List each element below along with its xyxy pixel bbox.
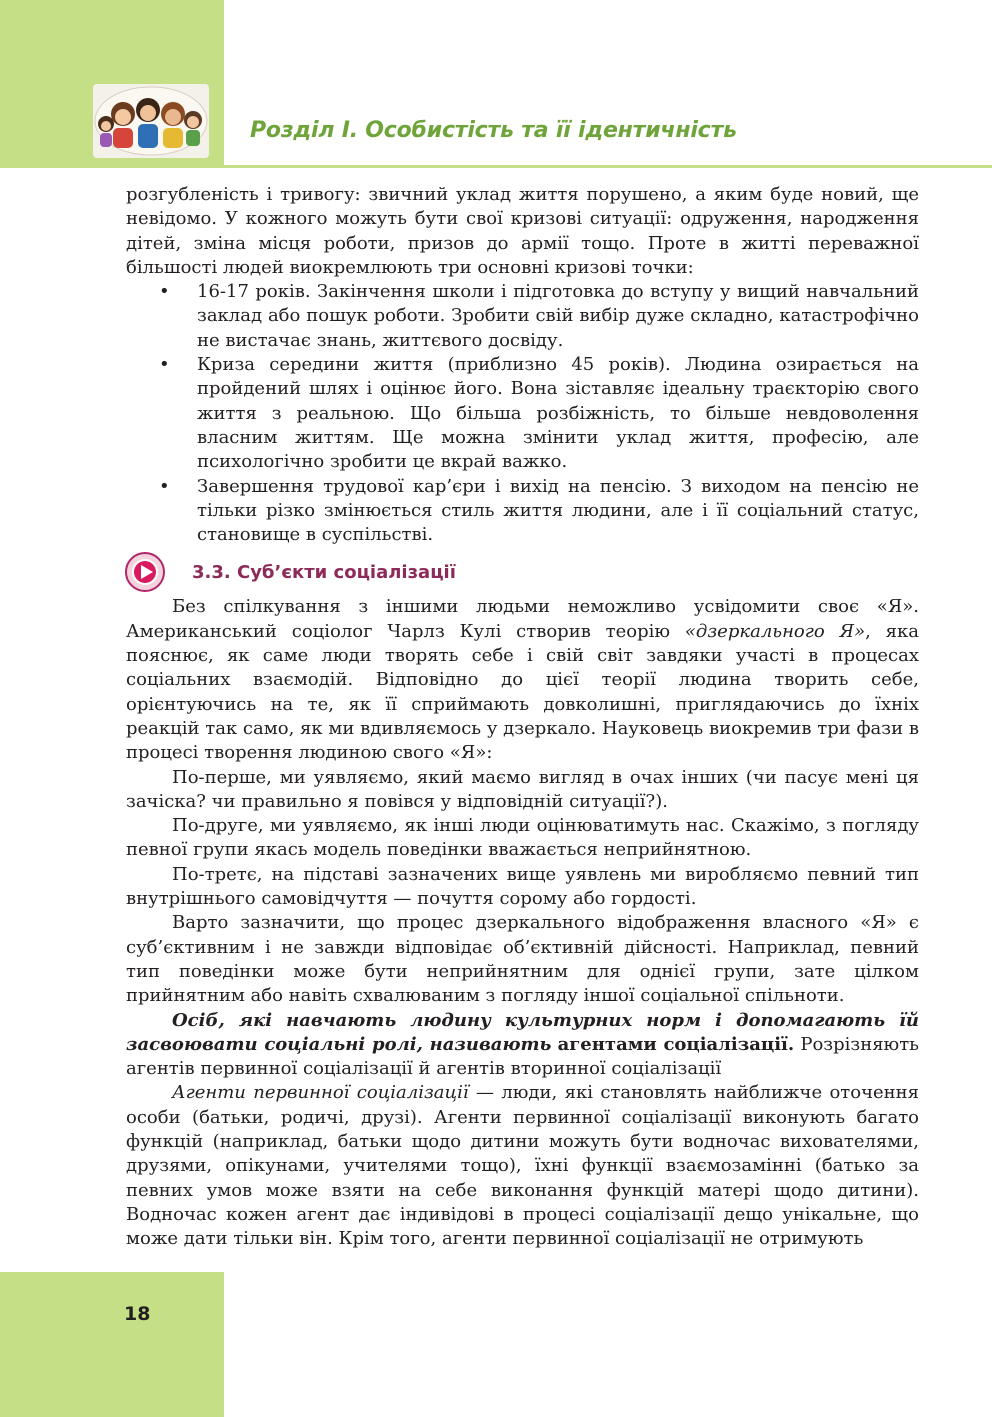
intro-paragraph: розгубленість і тривогу: звичний уклад життя порушено, а яким буде новий, ще невідомо. У кожного можуть бути свої кризові ситуації: одруження, народження дітей, зміна місця роботи, призов до армії тощо. Проте в житті переважної більшості людей виокремлюють три основні кризові точки:	[126, 184, 919, 278]
term-primary-agents: Агенти первинної соціалізації	[172, 1082, 469, 1104]
chapter-logo-image	[93, 84, 209, 158]
main-text	[126, 183, 919, 1251]
play-icon	[124, 551, 166, 593]
list-item: • 16-17 років. Закінчення школи і підготовка до вступу у вищий навчальний заклад або пошук роботи. Зробити свій вибір дуже складно, катастрофічно не вистачає знань, життєвого досвіду.	[126, 280, 919, 353]
text-span: , яка пояснює, як саме люди творять себе і свій світ завдяки участі в процесах соціальних взаємодій. Відповідно до цієї теорії людина творить себе, орієнтуючись на те, як її сприймають довколишні, приглядаючись до їхніх реакцій так само, як ми вдивляємось у дзеркало. Науковець виокремив три фази в процесі творення людиною свого «Я»:	[126, 620, 919, 764]
list-item: • Криза середини життя (приблизно 45 років). Людина озирається на пройдений шлях і оцінює його. Вона зіставляє ідеальну траєкторію свого життя з реальною. Що більша розбіжність, то більше невдоволення власним життям. Ще можна змінити уклад життя, професію, але психологічно зробити це вкрай важко.	[126, 353, 919, 474]
paragraph: Варто зазначити, що процес дзеркального відображення власного «Я» є суб’єктивним і не завжди відповідає об’єктивній дійсності. Наприклад, певний тип поведінки може бути неприйнятним для однієї групи, зате цілком прийнятним або навіть схвалюваним з погляду іншої соціальної спільноти.	[126, 912, 919, 1007]
definition-paragraph	[126, 1009, 919, 1082]
section-title: 3.3. Суб’єкти соціалізації	[192, 562, 456, 584]
crisis-points-list	[126, 280, 919, 547]
term-mirror-self: «дзеркального Я»	[684, 620, 866, 642]
list-item: • Завершення трудової кар’єри і вихід на пенсію. З виходом на пенсію не тільки різко змінюється стиль життя людини, але і її соціальний статус, становище в суспільстві.	[126, 475, 919, 548]
paragraph	[126, 595, 919, 765]
chapter-title: Розділ І. Особистість та її ідентичність	[250, 118, 737, 143]
paragraph: По-перше, ми уявляємо, який маємо вигляд в очах інших (чи пасує мені ця зачіска? чи правильно я повівся у відповідній ситуації?).	[126, 766, 919, 812]
text-span: Розрізняють агентів первинної соціалізації й агентів вторинної соціалізації	[126, 1033, 919, 1080]
page-number: 18	[124, 1303, 151, 1325]
footer-green-band	[0, 1272, 224, 1417]
header-divider	[224, 165, 992, 168]
paragraph: По-третє, на підставі зазначених вище уявлень ми виробляємо певний тип внутрішнього самовідчуття — почуття сорому або гордості.	[126, 863, 919, 910]
text-span: — люди, які становлять найближче оточення особи (батьки, родичі, друзі). Агенти первинної соціалізації виконують багато функцій (наприклад, батьки щодо дитини можуть бути водночас вихователями, друзями, опікунами, учителями тощо), їхні функції взаємозамінні (батько за певних умов може взяти на себе виконання функцій матері щодо дитини). Водночас кожен агент дає індивідові в процесі соціалізації дещо унікальне, що може дати тільки він. Крім того, агенти первинної соціалізації не отримують	[126, 1082, 919, 1250]
paragraph: По-друге, ми уявляємо, як інші люди оцінюватимуть нас. Скажімо, з погляду певної групи якась модель поведінки вважається неприйнятною.	[126, 815, 919, 861]
definition-text: Осіб, які навчають людину культурних норм і допомагають їй засвоювати соціальні ролі, називають	[126, 1009, 919, 1055]
defined-term: агентами соціалізації.	[557, 1033, 795, 1055]
paragraph	[126, 1081, 919, 1251]
text-span: Без спілкування з іншими людьми неможливо усвідомити своє «Я». Американський соціолог Чарлз Кулі створив теорію	[126, 596, 919, 642]
section-heading	[126, 553, 919, 595]
